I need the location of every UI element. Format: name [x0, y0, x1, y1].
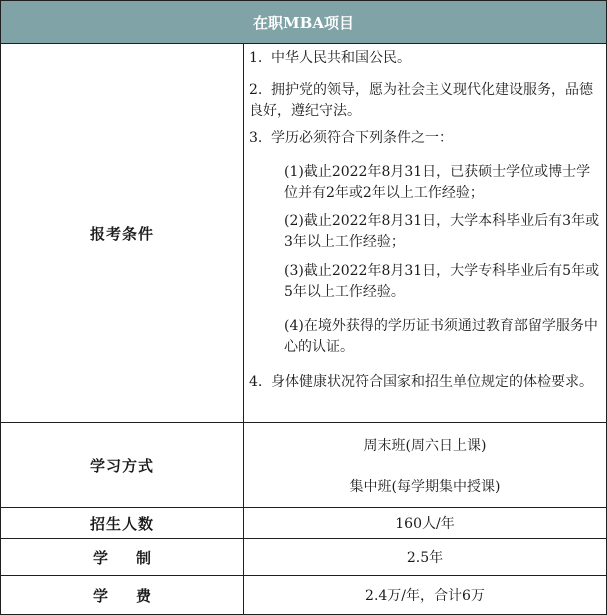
tuition-label: 学费 — [1, 576, 244, 614]
row-enrollment — [1, 508, 606, 539]
tuition-value: 2.4万/年，合计6万 — [365, 588, 485, 604]
condition-item: 2. 拥护党的领导，愿为社会主义现代化建设服务，品德良好，遵纪守法。 — [249, 82, 593, 119]
condition-sub-item: (4)在境外获得的学历证书须通过教育部留学服务中心的认证。 — [284, 318, 598, 355]
row-duration — [1, 539, 606, 576]
study-mode-label: 学习方式 — [1, 423, 244, 507]
duration-label: 学制 — [1, 539, 244, 575]
condition-item: 4. 身体健康状况符合国家和招生单位规定的体检要求。 — [249, 374, 593, 390]
study-mode-values — [244, 423, 606, 507]
table-title: 在职MBA项目 — [1, 1, 606, 44]
condition-sub-item: (3)截止2022年8月31日，大学专科毕业后有5年或5年以上工作经验。 — [284, 263, 600, 300]
row-tuition — [1, 576, 606, 614]
condition-item: 1. 中华人民共和国公民。 — [249, 50, 411, 66]
condition-sub-item: (2)截止2022年8月31日，大学本科毕业后有3年或3年以上工作经验； — [284, 213, 600, 250]
study-mode-concentrated: 集中班(每学期集中授课) — [349, 478, 501, 495]
condition-item: 3. 学历必须符合下列条件之一： — [249, 130, 453, 146]
duration-value: 2.5年 — [406, 550, 444, 566]
enrollment-label: 招生人数 — [1, 508, 244, 538]
study-mode-weekend: 周末班(周六日上课) — [363, 437, 487, 454]
condition-sub-item: (1)截止2022年8月31日，已获硕士学位或博士学位并有2年或2年以上工作经验； — [284, 164, 591, 201]
enrollment-value: 160人/年 — [395, 516, 455, 532]
conditions-label: 报考条件 — [1, 44, 244, 422]
row-study-mode — [1, 423, 606, 508]
